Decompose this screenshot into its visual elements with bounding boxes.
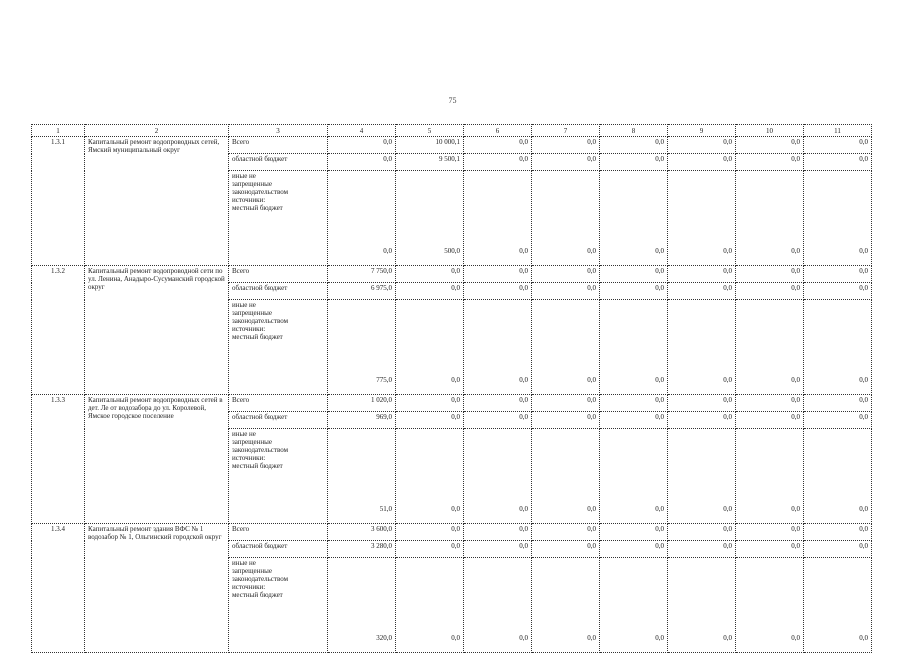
value-cell: 0,0 — [600, 524, 668, 541]
table-row — [32, 524, 872, 541]
project-name: Капитальный ремонт здания ВФС № 1 водозабор № 1, Ольгинский городской округ — [85, 524, 229, 653]
funding-source: иные не запрещенные законодательством источники: местный бюджет — [229, 429, 328, 524]
column-header: 9 — [668, 125, 736, 137]
value-cell: 0,0 — [328, 171, 396, 266]
value-cell: 0,0 — [736, 524, 804, 541]
value-cell: 0,0 — [396, 541, 464, 558]
value-cell: 0,0 — [532, 524, 600, 541]
value-cell: 0,0 — [600, 171, 668, 266]
value-cell: 6 975,0 — [328, 283, 396, 300]
value-cell: 0,0 — [668, 541, 736, 558]
column-header: 1 — [32, 125, 85, 137]
value-cell: 500,0 — [396, 171, 464, 266]
value-cell: 0,0 — [532, 137, 600, 154]
value-cell: 10 000,1 — [396, 137, 464, 154]
value-cell: 775,0 — [328, 300, 396, 395]
value-cell: 0,0 — [464, 283, 532, 300]
table-row — [32, 395, 872, 412]
value-cell: 0,0 — [532, 266, 600, 283]
value-cell: 0,0 — [668, 558, 736, 653]
value-cell: 0,0 — [804, 137, 872, 154]
funding-source: областной бюджет — [229, 154, 328, 171]
funding-source: иные не запрещенные законодательством источники: местный бюджет — [229, 300, 328, 395]
value-cell: 0,0 — [736, 266, 804, 283]
table-row — [32, 137, 872, 154]
value-cell: 0,0 — [464, 395, 532, 412]
value-cell: 0,0 — [464, 171, 532, 266]
value-cell: 0,0 — [804, 429, 872, 524]
funding-source: областной бюджет — [229, 541, 328, 558]
value-cell: 0,0 — [668, 266, 736, 283]
project-name: Капитальный ремонт водопроводной сети по ул. Ленина, Анадыро-Сусуманский городской округ — [85, 266, 229, 395]
value-cell: 0,0 — [804, 412, 872, 429]
funding-source: областной бюджет — [229, 412, 328, 429]
value-cell: 0,0 — [600, 300, 668, 395]
value-cell: 0,0 — [804, 524, 872, 541]
value-cell: 0,0 — [736, 283, 804, 300]
value-cell: 0,0 — [532, 412, 600, 429]
value-cell: 0,0 — [464, 266, 532, 283]
column-header: 5 — [396, 125, 464, 137]
value-cell: 0,0 — [804, 541, 872, 558]
value-cell: 51,0 — [328, 429, 396, 524]
value-cell: 0,0 — [396, 266, 464, 283]
funding-source: иные не запрещенные законодательством источники: местный бюджет — [229, 171, 328, 266]
funding-source: областной бюджет — [229, 283, 328, 300]
value-cell: 0,0 — [668, 524, 736, 541]
value-cell: 0,0 — [532, 429, 600, 524]
value-cell: 0,0 — [396, 300, 464, 395]
funding-source: Всего — [229, 524, 328, 541]
project-name: Капитальный ремонт водопроводных сетей, Ямский муниципальный округ — [85, 137, 229, 266]
value-cell: 0,0 — [668, 137, 736, 154]
value-cell: 0,0 — [328, 137, 396, 154]
value-cell: 0,0 — [396, 524, 464, 541]
value-cell: 0,0 — [532, 300, 600, 395]
column-header: 8 — [600, 125, 668, 137]
value-cell: 0,0 — [668, 171, 736, 266]
value-cell: 969,0 — [328, 412, 396, 429]
value-cell: 0,0 — [736, 137, 804, 154]
value-cell: 0,0 — [464, 412, 532, 429]
value-cell: 0,0 — [736, 541, 804, 558]
value-cell: 0,0 — [532, 395, 600, 412]
value-cell: 0,0 — [396, 558, 464, 653]
column-header: 2 — [85, 125, 229, 137]
value-cell: 7 750,0 — [328, 266, 396, 283]
value-cell: 0,0 — [600, 395, 668, 412]
value-cell: 0,0 — [328, 154, 396, 171]
value-cell: 0,0 — [532, 283, 600, 300]
value-cell: 0,0 — [600, 541, 668, 558]
value-cell: 0,0 — [464, 137, 532, 154]
value-cell: 0,0 — [668, 395, 736, 412]
value-cell: 9 500,1 — [396, 154, 464, 171]
value-cell: 3 600,0 — [328, 524, 396, 541]
funding-source: Всего — [229, 137, 328, 154]
column-header: 11 — [804, 125, 872, 137]
project-id: 1.3.3 — [32, 395, 85, 524]
value-cell: 0,0 — [532, 541, 600, 558]
value-cell: 0,0 — [736, 558, 804, 653]
header-row — [32, 125, 872, 137]
value-cell: 0,0 — [736, 154, 804, 171]
value-cell: 0,0 — [600, 266, 668, 283]
value-cell: 0,0 — [668, 300, 736, 395]
value-cell: 0,0 — [668, 154, 736, 171]
value-cell: 0,0 — [600, 154, 668, 171]
value-cell: 0,0 — [464, 558, 532, 653]
funding-source: Всего — [229, 395, 328, 412]
value-cell: 320,0 — [328, 558, 396, 653]
value-cell: 0,0 — [464, 524, 532, 541]
funding-source: Всего — [229, 266, 328, 283]
value-cell: 0,0 — [668, 429, 736, 524]
value-cell: 0,0 — [804, 395, 872, 412]
value-cell: 0,0 — [532, 171, 600, 266]
project-id: 1.3.2 — [32, 266, 85, 395]
value-cell: 0,0 — [600, 283, 668, 300]
value-cell: 0,0 — [600, 412, 668, 429]
value-cell: 0,0 — [396, 283, 464, 300]
value-cell: 0,0 — [804, 300, 872, 395]
budget-table — [31, 124, 872, 653]
page-number: 75 — [448, 96, 457, 105]
value-cell: 0,0 — [736, 412, 804, 429]
value-cell: 0,0 — [668, 283, 736, 300]
value-cell: 0,0 — [804, 283, 872, 300]
value-cell: 0,0 — [804, 266, 872, 283]
value-cell: 0,0 — [464, 300, 532, 395]
value-cell: 0,0 — [736, 395, 804, 412]
value-cell: 0,0 — [804, 171, 872, 266]
project-id: 1.3.4 — [32, 524, 85, 653]
column-header: 7 — [532, 125, 600, 137]
column-header: 10 — [736, 125, 804, 137]
value-cell: 0,0 — [736, 171, 804, 266]
value-cell: 1 020,0 — [328, 395, 396, 412]
value-cell: 0,0 — [396, 429, 464, 524]
value-cell: 0,0 — [464, 541, 532, 558]
value-cell: 3 280,0 — [328, 541, 396, 558]
funding-source: иные не запрещенные законодательством источники: местный бюджет — [229, 558, 328, 653]
column-header: 4 — [328, 125, 396, 137]
value-cell: 0,0 — [532, 558, 600, 653]
value-cell: 0,0 — [600, 137, 668, 154]
column-header: 6 — [464, 125, 532, 137]
table-row — [32, 266, 872, 283]
value-cell: 0,0 — [396, 395, 464, 412]
value-cell: 0,0 — [736, 429, 804, 524]
value-cell: 0,0 — [600, 429, 668, 524]
value-cell: 0,0 — [736, 300, 804, 395]
value-cell: 0,0 — [668, 412, 736, 429]
column-header: 3 — [229, 125, 328, 137]
value-cell: 0,0 — [600, 558, 668, 653]
value-cell: 0,0 — [396, 412, 464, 429]
value-cell: 0,0 — [532, 154, 600, 171]
value-cell: 0,0 — [804, 558, 872, 653]
project-id: 1.3.1 — [32, 137, 85, 266]
project-name: Капитальный ремонт водопроводных сетей в дет. Ле от водозабора до ул. Королевой, Ямское городское поселение — [85, 395, 229, 524]
value-cell: 0,0 — [464, 154, 532, 171]
value-cell: 0,0 — [464, 429, 532, 524]
value-cell: 0,0 — [804, 154, 872, 171]
